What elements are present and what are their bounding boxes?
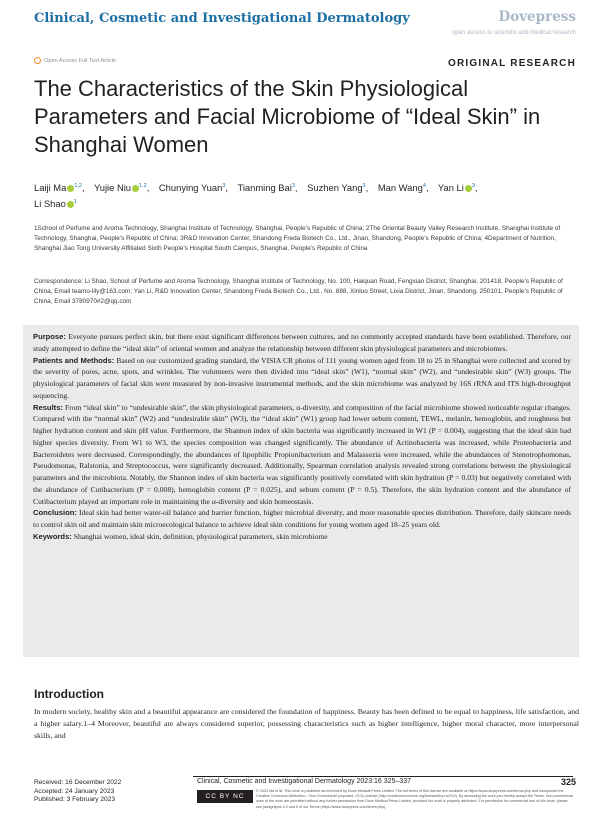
author[interactable]: Tianming Bai$^3$, <box>237 182 298 194</box>
open-access-label <box>34 57 116 64</box>
abstract-keywords: Keywords: Shanghai women, ideal skin, definition, physiological parameters, skin microbiome <box>33 531 328 541</box>
article-type-label: ORIGINAL RESEARCH <box>447 58 576 69</box>
author[interactable]: Yan Li $^3$, <box>437 182 478 194</box>
accepted-date: Accepted: 24 January 2023 <box>34 787 115 795</box>
published-date: Published: 3 February 2023 <box>34 796 116 804</box>
abstract-conclusion: Conclusion: Ideal skin had better water-oil balance and barrier function, higher microbial diversity, and more reasonable species distribution. Therefore, daily skincare needs to control skin oil and maintain skin microecological balance to achieve ideal skin conditions for young women aged 18–25 years old. <box>33 508 572 529</box>
intro-paragraph: In modern society, healthy skin and a beautiful appearance are considered the foundation of happiness. Beauty has been defined to be equal to happiness, life satisfaction, and a higher salary.1–4 Moreover, beautiful are always considered superior, possessing characteristics such as higher intelligence, higher moral character, more interpersonal skills, and <box>34 707 579 740</box>
publication-dates <box>34 779 121 805</box>
publisher-logo[interactable]: Dovepress <box>498 9 576 25</box>
affiliations: 1School of Perfume and Aroma Technology, Shanghai Institute of Technology, Shanghai, People’s Republic of China; 2The Oriental Beauty Valley Research Institute, Shanghai Institute of Technology, Shanghai, People’s Republic of China; 3R&D Innovation Center, Shandong Freda Biotech Co., Ltd., Jinan, Shandong, People’s Republic of China; 4Department of Nutrition, Shanghai Jiao Tong University Affiliated Sixth People’s Hospital South Campus, Shanghai, People’s Republic of China <box>34 225 561 252</box>
author[interactable]: Chunying Yuan$^3$, <box>158 182 229 194</box>
abstract-purpose: Purpose: Everyone pursues perfect skin, but there exist significant differences between cultures, and no commonly accepted standards have been established. Therefore, our study attempted to define the “ideal skin” of oriental women and analyze the relationship between different skin physiological parameters and microbiomes. <box>33 332 571 353</box>
correspondence: Correspondence: Li Shao, School of Perfume and Aroma Technology, Shanghai Institute of Technology, No. 100, Haiquan Road, Fengxian District, Shanghai, 201418, People’s Republic of China, Email teamo-lily@163.com; Yan Li, R&D Innovation Center, Shandong Freda Biotech Co., Ltd., No. 888, Xinluo Street, Lixia District, Jinan, Shandong, 250101, People’s Republic of China, Email 3780970#2@qq.com <box>34 278 563 305</box>
abstract-results: Results: From “ideal skin” to “undesirable skin”, the skin physiological parameters, α-diversity, and composition of the facial microbiome showed noticeable regular changes. Compared with the “normal skin” (W2) and “undesirable skin” (W3), the “ideal skin” (W1) group had lower sebum content, TEWL, melanin, hemoglobin, and roughness but higher hydration content and skin pH value. Furthermore, the Shannon index of skin bacteria was significantly increased in W1 (P = 0.004), suggesting that the ideal skin had higher species diversity. From W1 to W3, the species composition was changed significantly. The abundance of Actinobacteria was increased, while Proteobacteria and Bacteroidetes were decreased. Correspondingly, the abundances of lipophilic Propionibacterium and Malassezia were increased, while the abundances of Stenotrophomonas, Pseudomonas, Ralstonia, and Streptococcus, were significantly decreased. Additionally, Spearman correlation analysis revealed strong correlations between the physiological parameters and the microbiota. Notably, the Shannon index of skin bacteria was significantly positively correlated with skin hydration (P = 0.03) but negatively correlated with the abundance of Cutibacterium (P = 0.008), hemoglobin content (P = 0.025), and sebum content (P = 0.5). Therefore, the skin hydration content and the abundance of Cutibacterium played an important role in maintaining the α-diversity and skin homeostasis. <box>33 402 571 506</box>
author[interactable]: Suzhen Yang$^3$, <box>307 182 369 194</box>
citation-line[interactable]: Clinical, Cosmetic and Investigational Dermatology 2023:16 325–337 <box>197 778 412 785</box>
author[interactable]: Man Wang$^4$, <box>377 182 429 194</box>
abstract-box <box>23 325 579 657</box>
open-access-icon <box>34 57 41 64</box>
orcid-icon[interactable] <box>67 201 74 208</box>
open-access-text: Open Access Full Text Article <box>44 57 117 64</box>
section-heading: Introduction <box>34 687 104 701</box>
received-date: Received: 16 December 2022 <box>34 779 122 786</box>
author[interactable]: Yujie Niu $^{1,2}$, <box>94 182 150 194</box>
article-title: The Characteristics of the Skin Physiological Parameters and Facial Microbiome of “Ideal Skin” in Shanghai Women <box>34 76 541 157</box>
orcid-icon[interactable] <box>132 185 139 192</box>
orcid-icon[interactable] <box>465 185 472 192</box>
author[interactable]: Li Shao $^1$ <box>34 198 77 210</box>
author-list <box>34 179 579 211</box>
publisher-tagline: open access to scientific and medical research <box>451 30 576 36</box>
page-number: 325 <box>560 777 576 787</box>
journal-name[interactable]: Clinical, Cosmetic and Investigational Dermatology <box>34 11 410 26</box>
abstract-methods: Patients and Methods: Based on our customized grading standard, the VISIA CR photos of 111 young women aged from 18 to 25 in Shanghai were collected and scored by the severity of pores, acne, spots, and wrinkles. The volunteers were then divided into “ideal skin” (W1), “normal skin” (W2), and “undesirable skin” (W3) groups. The physiological parameters of facial skin were measured by non-invasive instrumental methods, and the skin microbiome was analyzed by 16S rRNA and ITS high-throughput sequencing. <box>33 355 571 400</box>
author[interactable]: Laiji Ma $^{1,2}$, <box>34 182 85 194</box>
footer-divider <box>193 776 573 777</box>
creative-commons-badge[interactable]: CC BY NC <box>197 790 253 803</box>
license-text: © 2023 Ma et al. This work is published and licensed by Dove Medical Press Limited. The full terms of this license are available at https://www.dovepress.com/terms.php and incorporate the Creative Commons Attribution – Non Commercial (unported, v3.0) License (http://creativecommons.org/licenses/by-nc/3.0/). By accessing the work you hereby accept the Terms. Non-commercial uses of the work are permitted without any further permission from Dove Medical Press Limited, provided the work is properly attributed. For permission for commercial use of this work, please see paragraphs 4.2 and 5 of our Terms (https://www.dovepress.com/terms.php). <box>256 789 573 809</box>
